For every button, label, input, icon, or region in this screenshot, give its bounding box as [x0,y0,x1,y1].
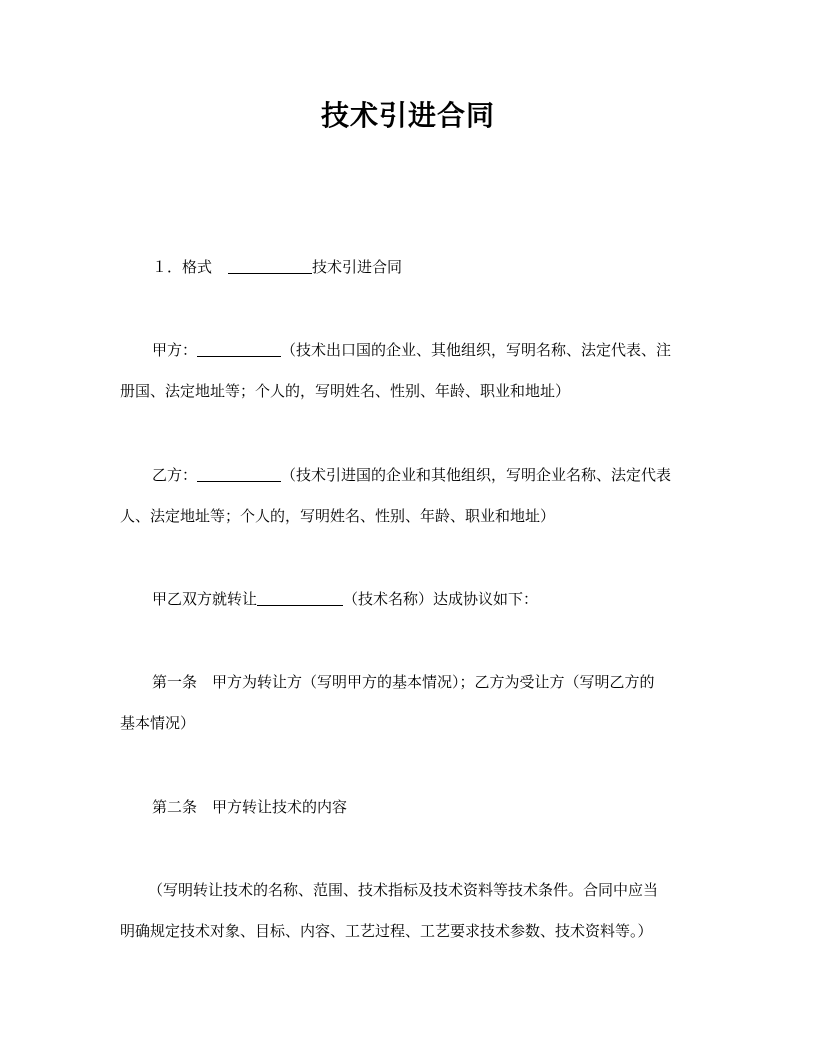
party-b-desc: （技术引进国的企业和其他组织，写明企业名称、法定代表 [281,466,672,484]
format-line [152,257,712,277]
article1-line1 [152,672,712,692]
party-b-line1 [152,465,712,485]
article1-line2: 基本情况） [120,714,196,732]
format-label: 格式 [182,258,213,276]
agreement-suffix: （技术名称）达成协议如下： [343,590,539,608]
article2-title: 甲方转让技术的内容 [212,798,348,816]
article2-heading-line [152,797,712,817]
party-a-label: 甲方： [152,341,198,359]
article2-note-line2: 明确规定技术对象、目标、内容、工艺过程、工艺要求技术参数、技术资料等。） [120,922,653,940]
party-a-line2: 册国、法定地址等；个人的，写明姓名、性别、年龄、职业和地址） [120,382,571,400]
party-a-line1 [152,340,712,360]
article1-text: 甲方为转让方（写明甲方的基本情况）；乙方为受让方（写明乙方的 [212,673,655,691]
format-suffix: 技术引进合同 [312,258,403,276]
party-a-blank [197,340,281,357]
article2-note-line1: （写明转让技术的名称、范围、技术指标及技术资料等技术条件。合同中应当 [148,881,659,899]
document-title: 技术引进合同 [320,99,495,132]
article1-heading: 第一条 [152,673,198,691]
party-a-desc: （技术出口国的企业、其他组织，写明名称、法定代表、注 [281,341,672,359]
agreement-prefix: 甲乙双方就转让 [152,590,258,608]
format-blank [228,257,312,274]
item-number: １． [152,258,183,276]
party-b-label: 乙方： [152,466,198,484]
technology-name-blank [257,589,343,606]
party-b-blank [197,465,281,482]
agreement-line [152,589,712,609]
party-b-line2: 人、法定地址等；个人的，写明姓名、性别、年龄、职业和地址） [120,507,556,525]
article2-heading: 第二条 [152,798,198,816]
